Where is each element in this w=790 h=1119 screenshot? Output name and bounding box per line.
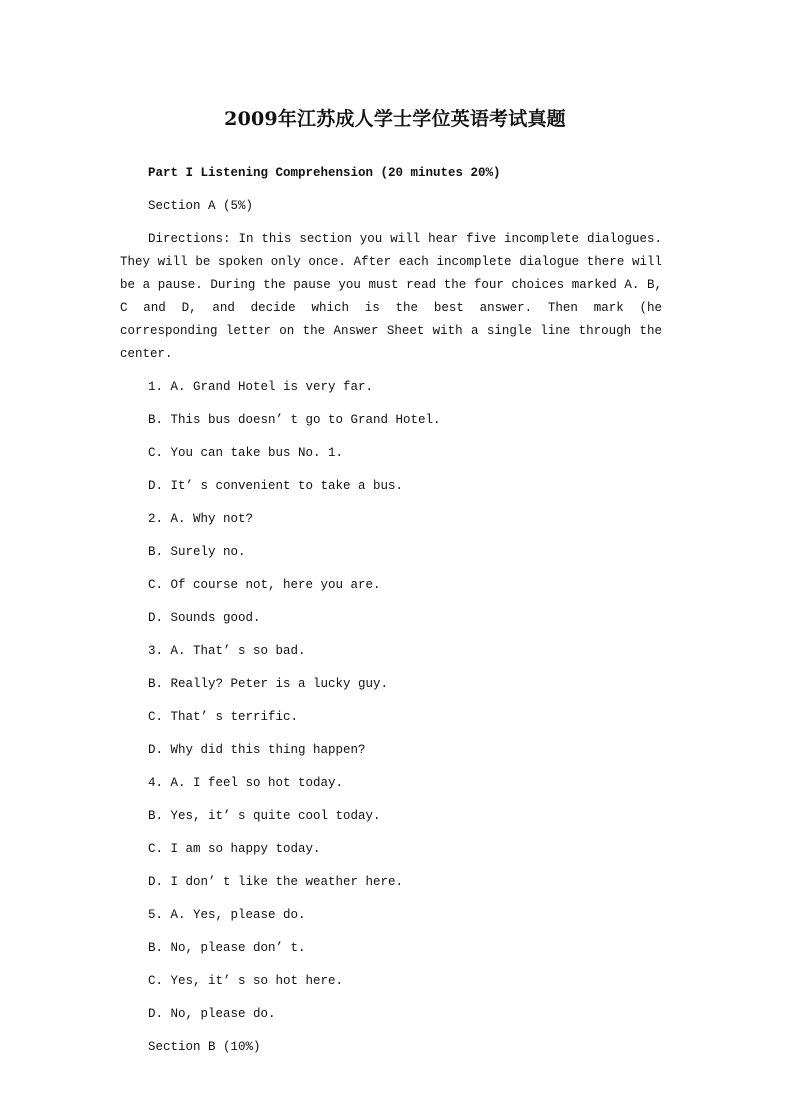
question-option: D. Why did this thing happen? xyxy=(148,743,366,757)
question-4 xyxy=(120,762,662,894)
directions-paragraph: Directions: In this section you will hear five incomplete dialogues. They will be spoken only once. After each incomplete dialogue there will be a pause. During the pause you must read the four choices marked A. B, C and D, and decide which is the best answer. Then mark (he corresponding letter on the Answer Sheet with a single line through the center. xyxy=(120,232,670,361)
part-heading: Part I Listening Comprehension (20 minutes 20%) xyxy=(148,166,501,180)
question-option: C. You can take bus No. 1. xyxy=(148,446,344,460)
question-3 xyxy=(120,630,662,762)
section-a-heading: Section A (5%) xyxy=(148,199,254,213)
question-option: 3. A. That’ s so bad. xyxy=(148,644,306,658)
document-title: 2009年江苏成人学士学位英语考试真题 xyxy=(224,108,566,130)
question-option: C. I am so happy today. xyxy=(148,842,321,856)
question-option: C. That’ s terrific. xyxy=(148,710,299,724)
document-body xyxy=(120,152,670,1059)
question-2 xyxy=(120,498,662,630)
question-option: B. Surely no. xyxy=(148,545,246,559)
question-option: D. I don’ t like the weather here. xyxy=(148,875,404,889)
question-1 xyxy=(120,366,662,498)
question-option: 4. A. I feel so hot today. xyxy=(148,776,344,790)
question-option: 2. A. Why not? xyxy=(148,512,254,526)
question-option: 5. A. Yes, please do. xyxy=(148,908,306,922)
question-option: D. Sounds good. xyxy=(148,611,261,625)
question-option: 1. A. Grand Hotel is very far. xyxy=(148,380,374,394)
question-option: D. No, please do. xyxy=(148,1007,276,1021)
question-option: B. No, please don’ t. xyxy=(148,941,306,955)
question-5 xyxy=(120,894,662,1026)
question-option: C. Of course not, here you are. xyxy=(148,578,381,592)
question-option: B. Yes, it’ s quite cool today. xyxy=(148,809,381,823)
question-option: C. Yes, it’ s so hot here. xyxy=(148,974,344,988)
question-option: B. Really? Peter is a lucky guy. xyxy=(148,677,389,691)
question-option: B. This bus doesn’ t go to Grand Hotel. xyxy=(148,413,441,427)
question-option: D. It’ s convenient to take a bus. xyxy=(148,479,404,493)
section-b-heading: Section B (10%) xyxy=(148,1040,261,1054)
